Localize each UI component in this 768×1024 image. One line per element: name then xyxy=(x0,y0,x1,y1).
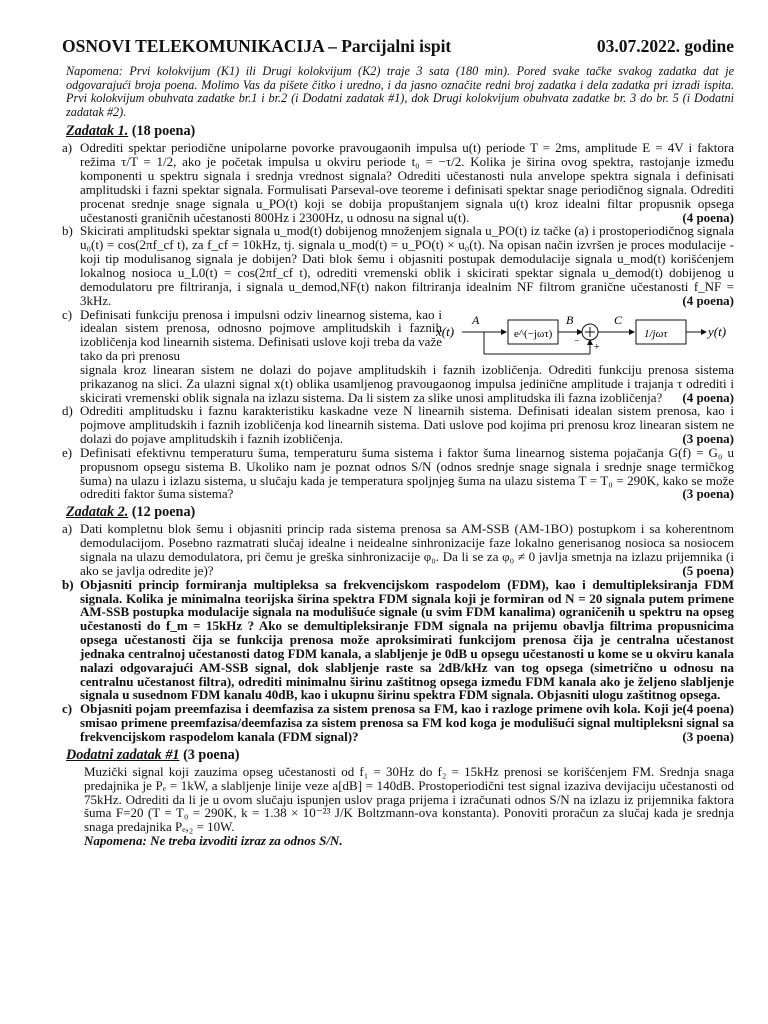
task1-d-text: Odrediti amplitudsku i faznu karakteristiku kaskadne veze N linearnih sistema. Definisati idealan sistem prenosa, kao i pojmove amplitudskih i faznih izobličenja kod linearnih sistema. Dati uslove pod kojima pri prenosu kroz linearan sistem ne dolazi do pojave amplitudskih i faznih izobličenja. xyxy=(80,403,734,447)
extra-task1-text: Muzički signal koji zauzima opseg učestanosti od f₁ = 30Hz do f₂ = 15kHz prenosi se korišćenjem FM. Srednja snaga predajnika je Pₑ = 1kW, a slabljenje linije veze a[dB] = 140dB. Prostoperiodični test signal izaziva devijaciju učestanosti od 75kHz. Odrediti da li je u ovom slučaju ispunjen uslov praga prijema i izračunati odnos S/N na izlazu iz prijemnika faktora šuma F=20 (T = T₀ = 290K, k = 1.38 × 10⁻²³ J/K Boltzmann-ova konstanta). Ponoviti proračun za slučaj kada je srednja snaga predajnika Pₑ,₂ = 10W. xyxy=(84,763,734,835)
task2-part-a: a) Dati kompletnu blok šemu i objasniti princip rada sistema prenosa sa AM-SSB (AM-1BO) postupkom i sa koherentnom demodulacijom. Posebno razmatrati slučaj idealne i neidealne sinhronizacije faze lokalno generisanog nosioca sa nosiocem signala na ulazu demodulatora, pri čemu je greška sinhronizacije φ₀. Da li se za φ₀ ≠ 0 javlja smetnja na izlazu prijemnika (i ako se javlja odredite je)? (5 poena) xyxy=(62,521,734,578)
task1-points: (18 poena) xyxy=(131,123,196,140)
task1-title: Zadatak 1. xyxy=(66,123,129,140)
task1-e-points: (3 poena) xyxy=(682,486,734,502)
diagram-node-c: C xyxy=(614,312,623,327)
task2-part-c: c) Objasniti pojam preemfazisa i deemfazisa za sistem prenosa sa FM, kao i razloge primene ovih kola. Koji je smisao primene preemfazisa/deemfazisa za sistem prenosa sa FM kod koga je modulišući signal multipleksni signal sa frekvencijskom raspodelom kanala (FDM signal)? (3 poena) xyxy=(62,701,734,744)
diagram-sign-plus: + xyxy=(594,341,600,353)
task2-title: Zadatak 2. xyxy=(66,504,129,521)
task1-e-text: Definisati efektivnu temperaturu šuma, temperaturu šuma sistema i faktor šuma linearnog sistema pojačanja G(f) = G₀ u propusnom opsegu sistema B. Ukoliko nam je poznat odnos S/N (odnos srednje snage signala i srednje snage termičkog šuma) na ulazu i izlazu sistema, u slučaju kada je temperatura spoljnjeg šuma na ulazu sistema T = T₀ = 290K, kako se može odrediti faktor šuma sistema? xyxy=(80,444,734,502)
task2-points: (12 poena) xyxy=(131,504,196,521)
task1-part-a: a) Odrediti spektar periodične unipolarne povorke pravougaonih impulsa u(t) periode T = 2ms, amplitude E = 4V i faktora režima τ/T = 1/2, ako je početak impulsa u okviru periode t₀ = −τ/2. Kolika je širina ovog spektra, rastojanje između komponenti u spektru signala i srednja vrednost signala? Odrediti učestanosti nula anvelope spektra signala i definisati amplitudski i fazni spektar signala. Formulisati Parseval-ove teoreme i definisati spektar snage periodičnog signala. Odrediti procenat srednje snage signala u_PO(t) koji se dobija propuštanjem signala u(t) kroz idealni filtar propusnik opsega učestanosti graničnih učestanosti 800Hz i 2300Hz, u odnosu na signal u(t). (4 poena) xyxy=(62,140,734,225)
task1-d-points: (3 poena) xyxy=(682,431,734,447)
task1-part-c: c) Definisati funkciju prenosa i impulsni odziv linearnog sistema, kao i idealan sistem prenosa, odnosno pojmove amplitudskih i faznih izobličenja kod linearnih sistema. Definisati uslove koji treba da važe tako da pri prenosu x(t) A e^(−jωτ) B − + C 1/jωτ y(t) signala kroz linearan sistem ne dolazi do pojave amplitudskih i faznih izobličenja. Odrediti funkciju prenosa sistema prikazanog na slici. Za ulazni signal x(t) oblika usamljenog pravougaonog impulsa jedinične amplitude i trajanja τ odrediti i skicirati vremenski oblik signala na izlazu sistema. Da li sistem za slike unosi amplitudska ili fazna izobličenja? (4 poena) xyxy=(62,306,734,405)
task2-b-text: Objasniti princip formiranja multipleksa sa frekvencijskom raspodelom (FDM), kao i demultipleksiranja FDM signala. Kolika je minimalna teorijska širina spektra FDM signala koji je formiran od N = 20 signala putem primene AM-SSB postupka modulacije signala na modulišuće signale (u svim FDM kanalima) ograničenih u spektru na opseg učestanosti do f_m = 15kHz ? Ako se demultipleksiranje FDM signala na prijemu obavlja filtrima propusnicima opsega učestanosti čija se funkcija prenosa može aproksimirati funkcijom prenosa čija je centralna učestanost jednaka centralnoj učestanosti datog FDM kanala, a slabljenje je 0dB u opsegu učestanosti u kome se u okviru kanala nalazi odgovarajući AM-SSB signal, dok slabljenje raste sa 2dB/kHz van tog opsega (simetrično u odnosu na centralnu učestanost filtra), odrediti minimalnu širinu zaštitnog opsega između FDM kanala ako je željeno slabljenje signala u susednom FDM kanalu 40dB, kao i ukupnu širinu spektra FDM signala. Objasniti ulogu zaštitnog opsega. xyxy=(80,576,734,703)
task2-b-points: (4 poena) xyxy=(682,701,734,717)
task2-c-points: (3 poena) xyxy=(682,728,734,744)
diagram-input-label: x(t) xyxy=(436,323,455,339)
task1-heading xyxy=(66,123,734,140)
diagram-sign-minus: − xyxy=(574,335,580,347)
task2-c-text: Objasniti pojam preemfazisa i deemfazisa za sistem prenosa sa FM, kao i razloge primene ovih kola. Koji je smisao primene preemfazisa/deemfazisa za sistem prenosa sa FM kod koga je modulišući signal multipleksni signal sa frekvencijskom raspodelom kanala (FDM signal)? xyxy=(80,701,734,744)
extra-task1-body xyxy=(62,765,734,848)
task1-c-wrap-text: Definisati funkciju prenosa i impulsni odziv linearnog sistema, kao i idealan sistem prenosa, odnosno pojmove amplitudskih i faznih izobličenja kod linearnih sistema. Definisati uslove koji treba da važe tako da pri prenosu xyxy=(80,306,442,364)
extra-task1-title: Dodatni zadatak #1 xyxy=(66,746,180,763)
task2-a-text: Dati kompletnu blok šemu i objasniti princip rada sistema prenosa sa AM-SSB (AM-1BO) postupkom i sa koherentnom demodulacijom. Posebno razmatrati slučaj idealne i neidealne sinhronizacije faze lokalno generisanog nosioca sa nosiocem signala na ulazu demodulatora, pri čemu je greška sinhronizacije φ₀. Da li se za φ₀ ≠ 0 javlja smetnja na izlazu prijemnika (i ako se javlja odredite je)? xyxy=(80,521,734,578)
diagram-output-label: y(t) xyxy=(708,323,727,339)
exam-date: 03.07.2022. godine xyxy=(596,36,734,56)
diagram-node-a: A xyxy=(472,312,480,327)
delay-block-label: e^(−jωτ) xyxy=(514,327,553,340)
header xyxy=(62,36,734,57)
integrator-block-label: 1/jωτ xyxy=(644,327,668,340)
system-block-diagram xyxy=(434,310,734,362)
task2-heading xyxy=(66,504,734,521)
task1-a-points: (4 poena) xyxy=(682,209,734,225)
task1-part-e: e) Definisati efektivnu temperaturu šuma, temperaturu šuma sistema i faktor šuma linearnog sistema pojačanja G(f) = G₀ u propusnom opsegu sistema B. Ukoliko nam je poznat odnos S/N (odnos srednje snage signala i srednje snage termičkog šuma) na ulazu i izlazu sistema, u slučaju kada je temperatura spoljnjeg šuma na ulazu sistema T = T₀ = 290K, kako se može odrediti faktor šuma sistema? (3 poena) xyxy=(62,444,734,502)
task1-c-full-text: signala kroz linearan sistem ne dolazi do pojave amplitudskih i faznih izobličenja. Odrediti funkciju prenosa sistema prikazanog na slici. Za ulazni signal x(t) oblika usamljenog pravougaonog impulsa jedinične amplitude i trajanja τ odrediti i skicirati vremenski oblik signala na izlazu sistema. Da li sistem za slike unosi amplitudska ili fazna izobličenja? (4 poena) xyxy=(80,361,734,405)
extra-task1-points: (3 poena) xyxy=(183,746,240,763)
task2-part-b: b) Objasniti princip formiranja multipleksa sa frekvencijskom raspodelom (FDM), kao i demultipleksiranja FDM signala. Kolika je minimalna teorijska širina spektra FDM signala koji je formiran od N = 20 signala putem primene AM-SSB postupka modulacije signala na modulišuće signale (u svim FDM kanalima) ograničenih u spektru na opseg učestanosti do f_m = 15kHz ? Ako se demultipleksiranje FDM signala na prijemu obavlja filtrima propusnicima opsega učestanosti čija se funkcija prenosa može aproksimirati funkcijom prenosa čija je centralna učestanost jednaka centralnoj učestanosti datog FDM kanala, a slabljenje je 0dB u opsegu učestanosti u kome se u okviru kanala nalazi odgovarajući AM-SSB signal, dok slabljenje raste sa 2dB/kHz van tog opsega (simetrično u odnosu na centralnu učestanost filtra), odrediti minimalnu širinu zaštitnog opsega između FDM kanala ako je željeno slabljenje signala u susednom FDM kanalu 40dB, kao i ukupnu širinu spektra FDM signala. Objasniti ulogu zaštitnog opsega. (4 poena) xyxy=(62,576,734,717)
task1-b-points: (4 poena) xyxy=(682,292,734,308)
task1-a-text: Odrediti spektar periodične unipolarne povorke pravougaonih impulsa u(t) periode T = 2ms, amplitude E = 4V i faktora režima τ/T = 1/2, ako je početak impulsa u okviru periode t₀ = −τ/2. Kolika je širina ovog spektra, rastojanje između komponenti u spektru signala i srednja vrednost signala? Odrediti učestanosti nula anvelope spektra signala i definisati amplitudski i fazni spektar signala. Formulisati Parseval-ove teoreme i definisati spektar snage periodičnog signala. Odrediti procenat srednje snage signala u_PO(t) koji se dobija propuštanjem signala u(t) kroz idealni filtar propusnik opsega učestanosti graničnih učestanosti 800Hz i 2300Hz, u odnosu na signal u(t). xyxy=(80,140,734,225)
extra-task1-heading xyxy=(66,747,734,764)
extra-task1-note: Napomena: Ne treba izvoditi izraz za odnos S/N. xyxy=(84,833,343,849)
task2-a-points: (5 poena) xyxy=(682,562,734,578)
task1-b-text: Skicirati amplitudski spektar signala u_mod(t) dobijenog množenjem signala u_PO(t) iz tačke (a) i prostoperiodičnog signala u₀(t) = cos(2πf_cf t), za f_cf = 10kHz, tj. signala u_mod(t) = u_PO(t) × u₀(t). Na opisan način izvršen je proces modulacije - koji tip modulisanog signala je dobijen? Dati blok šemu i objasniti postupak demodulacije signala u_mod(t) korišćenjem lokalnog nosioca u_L0(t) = cos(2πf_cf t), odrediti vremenski oblik i skicirati spektar signala u_demod(t) dobijenog u demodulatoru pre filtriranja, i signala u_demod,NF(t) nakon filtriranja idealnim NF filtrom granične učestanosti f_NF = 3kHz. xyxy=(80,223,734,308)
task1-c-points: (4 poena) xyxy=(682,389,734,405)
exam-note: Napomena: Prvi kolokvijum (K1) ili Drugi kolokvijum (K2) traje 3 sata (180 min). Pored svake tačke svakog zadatka dat je odgovarajući broja poena. Molimo Vas da pišete čitko i uredno, i da jasno označite redni broj zadatka i dela zadatka pri izradi ispita. Prvi kolokvijum obuhvata zadatke br.1 i br.2 (i Dodatni zadatak #1), dok Drugi kolokvijum obuhvata zadatke br. 3 do br. 5 (i Dodatni zadatak #2). xyxy=(66,64,734,119)
task1-part-d: d) Odrediti amplitudsku i faznu karakteristiku kaskadne veze N linearnih sistema. Definisati idealan sistem prenosa, kao i pojmove amplitudskih i faznih izobličenja kod linearnih sistema. Dati uslove pod kojima pri prenosu kroz linearan sistem ne dolazi do pojave amplitudskih i faznih izobličenja. (3 poena) xyxy=(62,403,734,447)
task1-part-b: b) Skicirati amplitudski spektar signala u_mod(t) dobijenog množenjem signala u_PO(t) iz tačke (a) i prostoperiodičnog signala u₀(t) = cos(2πf_cf t), za f_cf = 10kHz, tj. signala u_mod(t) = u_PO(t) × u₀(t). Na opisan način izvršen je proces modulacije - koji tip modulisanog signala je dobijen? Dati blok šemu i objasniti postupak demodulacije signala u_mod(t) korišćenjem lokalnog nosioca u_L0(t) = cos(2πf_cf t), odrediti vremenski oblik i skicirati spektar signala u_demod(t) dobijenog u demodulatoru pre filtriranja, i signala u_demod,NF(t) nakon filtriranja idealnim NF filtrom granične učestanosti f_NF = 3kHz. (4 poena) xyxy=(62,223,734,308)
diagram-node-b: B xyxy=(566,312,574,327)
exam-title: OSNOVI TELEKOMUNIKACIJA – Parcijalni ispit xyxy=(62,36,452,56)
